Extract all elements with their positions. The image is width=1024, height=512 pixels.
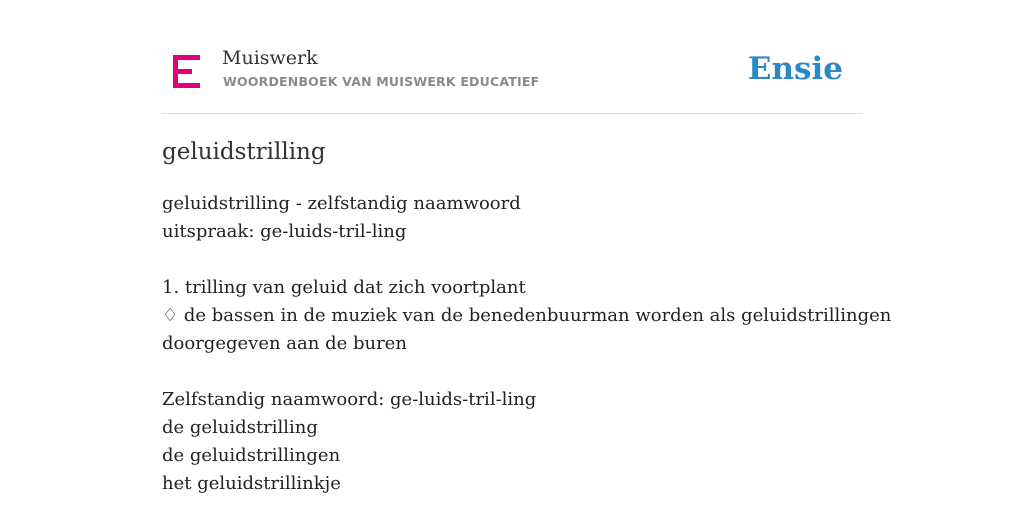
spacer	[162, 246, 862, 274]
form-singular: de geluidstrilling	[162, 417, 318, 438]
example-line-continued: doorgegeven aan de buren	[162, 333, 407, 354]
form-plural: de geluidstrillingen	[162, 445, 341, 466]
grammar-line: Zelfstandig naamwoord: ge-luids-tril-ling	[162, 389, 537, 410]
example-line: ♢ de bassen in de muziek van de benedenbuurman worden als geluidstrillingen	[162, 305, 892, 326]
entry-title: geluidstrilling	[162, 139, 326, 165]
pronunciation-line: uitspraak: ge-luids-tril-ling	[162, 221, 407, 242]
muiswerk-logo-icon[interactable]	[173, 55, 200, 88]
entry-body	[162, 190, 892, 498]
site-header	[162, 0, 862, 114]
spacer	[162, 358, 862, 386]
brand-subtitle: WOORDENBOEK VAN MUISWERK EDUCATIEF	[223, 74, 540, 89]
brand-name[interactable]: Muiswerk	[222, 47, 318, 69]
ensie-logo[interactable]: Ensie	[747, 51, 843, 87]
form-diminutive: het geluidstrillinkje	[162, 473, 341, 494]
headword-line: geluidstrilling - zelfstandig naamwoord	[162, 193, 521, 214]
page-container	[162, 0, 892, 494]
definition-line: 1. trilling van geluid dat zich voortplant	[162, 277, 526, 298]
